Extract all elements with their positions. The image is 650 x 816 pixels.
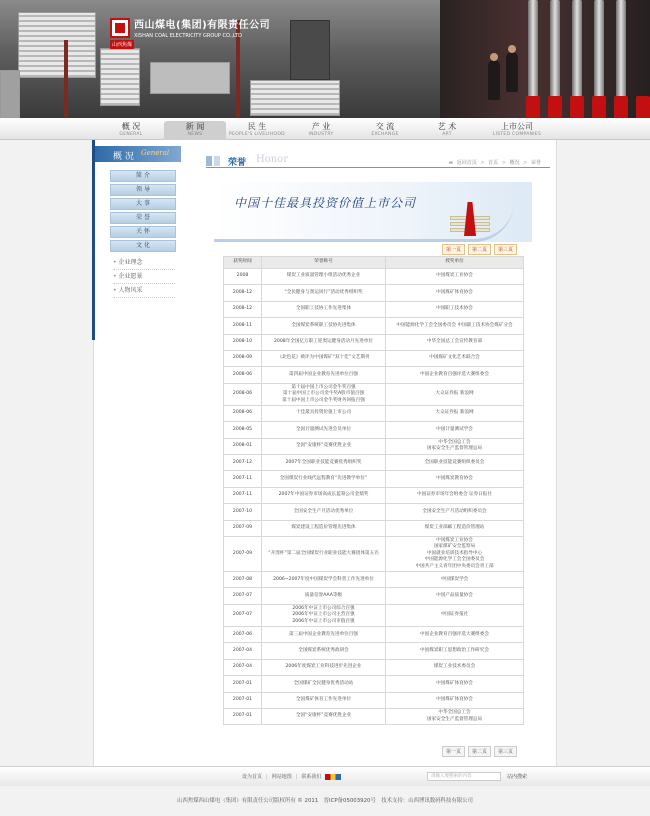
footer-links	[242, 773, 341, 780]
cell-issuer: 中国煤矿体育协会	[386, 285, 524, 301]
cell-issuer: 中国计量测试学会	[386, 422, 524, 438]
table-row	[224, 708, 524, 724]
column-header-date: 获奖时间	[224, 257, 262, 269]
cell-title: 2007年中国证券市场高成长蓝筹公司金鼎奖	[262, 487, 386, 503]
hero-calligraphy: 中国十佳最具投资价值上市公司	[234, 196, 417, 210]
table-row	[224, 367, 524, 383]
cell-date: 2008-11	[224, 318, 262, 334]
pager-page-2[interactable]: 第二页	[468, 746, 491, 757]
table-row	[224, 269, 524, 285]
sidebar-item-intro[interactable]: 简 介	[110, 170, 176, 182]
cell-title: 第四届中国企业教育先进单位百强	[262, 367, 386, 383]
banner-mining-machinery	[440, 0, 650, 118]
cell-title: 全国煤炭系统职工技协先进集体	[262, 318, 386, 334]
nav-item-industry[interactable]	[290, 121, 352, 137]
nav-sublabel: ART	[442, 132, 452, 137]
sidebar-header	[95, 146, 181, 162]
cell-issuer: 中国证券市场年会组委会 证券日报社	[386, 487, 524, 503]
banner-building	[18, 12, 96, 78]
table-row	[224, 659, 524, 675]
cell-date: 2008-06	[224, 367, 262, 383]
banner-building	[0, 70, 20, 118]
table-row	[224, 588, 524, 604]
cell-date: 2008-06	[224, 405, 262, 421]
cell-issuer: 中国产品质量协会	[386, 588, 524, 604]
cell-issuer: 中国煤矿体育协会	[386, 692, 524, 708]
cell-title: 质量信誉AAA等级	[262, 588, 386, 604]
cell-issuer: 中国煤炭工业协会 国家煤矿安全监察局 中国就业培训技术指导中心 中国能源化学工会全国委员会 中国共产主义青年团中央委员会青工部	[386, 537, 524, 572]
sidebar-title-en: General	[141, 149, 170, 157]
footer-search-button[interactable]: 站内搜索	[507, 774, 528, 780]
cell-issuer: 大众证券报 新浪网	[386, 405, 524, 421]
nav-sublabel: EXCHANGE	[371, 132, 399, 137]
breadcrumb-back-home[interactable]: 返回首页	[456, 160, 477, 166]
cell-title: 全国煤炭系统优秀政研会	[262, 643, 386, 659]
footer-separator: |	[295, 773, 298, 780]
cell-date: 2007-01	[224, 708, 262, 724]
sidebar-subitem-philosophy[interactable]: • 企业理念	[113, 256, 175, 270]
banner-miner	[506, 52, 518, 92]
cell-issuer: 中国企业教育百强评选大赛组委会	[386, 367, 524, 383]
nav-item-livelihood[interactable]	[226, 121, 288, 137]
footer-separator: |	[266, 773, 268, 780]
banner-building	[150, 62, 230, 94]
sidebar-item-leaders[interactable]: 领 导	[110, 184, 176, 196]
sidebar-submenu	[113, 256, 181, 298]
sidebar-item-culture[interactable]: 文 化	[110, 240, 176, 252]
pager-page-1[interactable]: 第一页	[442, 746, 465, 757]
cell-issuer: 大众证券报 新浪网	[386, 383, 524, 405]
cell-title: 第三届中国企业教育先进单位百强	[262, 627, 386, 643]
sidebar-subitem-people[interactable]: • 人物风采	[113, 284, 175, 298]
cell-issuer: 中华全国总工会 国家安全生产监督管理总局	[386, 438, 524, 454]
cell-issuer: 煤炭工业技术委员会	[386, 659, 524, 675]
footer-link-sitemap[interactable]: 网站地图	[271, 774, 292, 780]
table-row	[224, 318, 524, 334]
cell-date: 2007-12	[224, 455, 262, 471]
logo-name-cn: 西山煤电(集团)有限责任公司	[134, 20, 271, 31]
sidebar-menu	[110, 170, 176, 252]
cell-date: 2008-12	[224, 285, 262, 301]
cell-date: 2007-08	[224, 572, 262, 588]
cell-date: 2007-09	[224, 537, 262, 572]
sidebar-item-events[interactable]: 大 事	[110, 198, 176, 210]
footer-link-contact[interactable]: 联系我们	[301, 774, 322, 780]
cell-title: 2007年全国职业技能竞赛优秀组织奖	[262, 455, 386, 471]
cell-issuer: 中国职工技术协会	[386, 301, 524, 317]
cell-title: 全国安全生产月活动优秀单位	[262, 504, 386, 520]
cell-title: 全国煤炭行业线代远程教育“先进教学单位”	[262, 471, 386, 487]
nav-sublabel: NEWS	[187, 132, 203, 137]
pager-bottom	[442, 746, 517, 757]
column-header-title: 荣誉称号	[262, 257, 386, 269]
honor-table	[223, 256, 524, 725]
cell-issuer: 中国煤矿文化艺术联合会	[386, 350, 524, 366]
table-row	[224, 676, 524, 692]
cell-date: 2007-11	[224, 487, 262, 503]
nav-item-listed-companies[interactable]	[484, 121, 550, 137]
cell-date: 2007-04	[224, 659, 262, 675]
cell-issuer: 中国能源化学工会全国委员会 中国职工技术协会煤矿分会	[386, 318, 524, 334]
cell-issuer: 中国煤炭工业协会	[386, 269, 524, 285]
pager-page-3[interactable]: 第三页	[494, 244, 517, 255]
cell-date: 2007-07	[224, 604, 262, 626]
honor-table-body	[224, 269, 524, 725]
cell-date: 2008-06	[224, 383, 262, 405]
cell-date: 2008-09	[224, 350, 262, 366]
cell-title: “开滦杯”第二届全国煤炭行业职业技能大赛团体第五名	[262, 537, 386, 572]
cell-date: 2008-05	[224, 422, 262, 438]
pager-page-1[interactable]: 第一页	[442, 244, 465, 255]
cell-title: “全民健身与奥运同行”活动优秀组织奖	[262, 285, 386, 301]
hero-podium-icon	[450, 196, 490, 236]
cell-title: 全国计量测试先进会员单位	[262, 422, 386, 438]
breadcrumb-home-icon: ▬	[448, 160, 454, 166]
table-row	[224, 455, 524, 471]
cell-date: 2008	[224, 269, 262, 285]
sidebar-title: 概 况	[113, 152, 134, 162]
footer-bar	[0, 766, 650, 786]
sidebar-subitem-vision[interactable]: • 企业愿景	[113, 270, 175, 284]
cell-date: 2007-01	[224, 692, 262, 708]
company-logo[interactable]	[110, 16, 271, 48]
cell-title: 2006年度煤炭工业科技进步先进企业	[262, 659, 386, 675]
cell-issuer: 中国煤炭教育协会	[386, 471, 524, 487]
logo-tag: 山西焦煤	[112, 42, 133, 48]
table-row	[224, 643, 524, 659]
table-row	[224, 537, 524, 572]
cell-issuer: 全国职业技能竞赛组织委员会	[386, 455, 524, 471]
banner-chimney	[64, 40, 68, 118]
breadcrumb	[447, 159, 542, 166]
table-row	[224, 572, 524, 588]
cell-title: 全国“安康杯”竞赛优胜企业	[262, 438, 386, 454]
nav-label: 交 流	[375, 122, 395, 131]
nav-sublabel: LISTED COMPANIES	[492, 132, 542, 137]
sidebar-item-care[interactable]: 关 怀	[110, 226, 176, 238]
table-row	[224, 604, 524, 626]
table-row	[224, 285, 524, 301]
cell-title: 全国煤矿全民健身优秀活动站	[262, 676, 386, 692]
sidebar	[95, 146, 181, 298]
cell-date: 2007-09	[224, 520, 262, 536]
nav-item-news[interactable]	[164, 121, 226, 140]
cell-date: 2008-10	[224, 334, 262, 350]
pager-page-2[interactable]: 第二页	[468, 244, 491, 255]
cell-issuer: 全国安全生产月活动组织委员会	[386, 504, 524, 520]
cell-issuer: 中国煤炭职工思想政治工作研究会	[386, 643, 524, 659]
cell-date: 2007-07	[224, 588, 262, 604]
breadcrumb-separator-icon: >	[501, 160, 506, 166]
copyright-text: 山西焦煤西山煤电（集团）有限责任公司版权所有 © 2011 晋ICP备05003920号 技术支持：山西博讯数码科技有限公司	[177, 798, 473, 804]
main-nav	[0, 118, 650, 140]
cell-title: 《北色花》被评为中国煤矿“双十佳”文艺期刊	[262, 350, 386, 366]
cell-issuer: 中国煤矿体育协会	[386, 676, 524, 692]
nav-label: 概 况	[121, 122, 141, 131]
cell-title: 第十届中国上市公司金牛奖百强 第十届中国上市公司金牛奖A股市值百强 第十届中国上市公司金牛奖财务回报百强	[262, 383, 386, 405]
breadcrumb-separator-icon: >	[523, 160, 528, 166]
cell-date: 2007-11	[224, 471, 262, 487]
cell-date: 2007-01	[224, 676, 262, 692]
cell-date: 2008-12	[224, 301, 262, 317]
table-row	[224, 627, 524, 643]
cell-date: 2007-06	[224, 627, 262, 643]
cell-date: 2007-10	[224, 504, 262, 520]
banner-building	[290, 20, 330, 80]
cell-issuer: 中国煤炭学会	[386, 572, 524, 588]
page-title-en: Honor	[256, 154, 288, 165]
pager-top	[442, 244, 517, 255]
column-header-issuer: 授奖单位	[386, 257, 524, 269]
nav-label: 艺 术	[437, 122, 457, 131]
section-icon	[206, 156, 220, 166]
table-row	[224, 334, 524, 350]
cell-title: 2008年全国亿万职工迎奥运健身活动月先进单位	[262, 334, 386, 350]
table-row	[224, 438, 524, 454]
breadcrumb-separator-icon: >	[480, 160, 485, 166]
cell-title: 全国“安康杯”竞赛优胜企业	[262, 708, 386, 724]
cell-issuer: 中华全国总工会 国家安全生产监督管理总局	[386, 708, 524, 724]
table-row	[224, 405, 524, 421]
table-row	[224, 350, 524, 366]
nav-sublabel: GENERAL	[119, 132, 143, 137]
banner-building	[100, 48, 140, 106]
cell-title: 全国职工技协工作先进集体	[262, 301, 386, 317]
table-row	[224, 487, 524, 503]
nav-label: 新 闻	[185, 122, 205, 131]
content-header	[206, 152, 550, 168]
nav-item-general[interactable]	[100, 121, 162, 137]
cell-date: 2008-01	[224, 438, 262, 454]
breadcrumb-current: 荣誉	[530, 160, 541, 166]
cell-title: 煤炭工业质量管理小组活动优秀企业	[262, 269, 386, 285]
language-flag-icon[interactable]	[325, 774, 341, 780]
footer-search-input[interactable]: 请输入要搜索的内容	[427, 772, 501, 781]
cell-issuer: 中国企业教育百强评选大赛组委会	[386, 627, 524, 643]
cell-title: 全国煤矿体育工作先进单位	[262, 692, 386, 708]
banner-building	[250, 80, 340, 116]
nav-sublabel: INDUSTRY	[308, 132, 334, 137]
cell-date: 2007-04	[224, 643, 262, 659]
banner-miner	[488, 60, 500, 100]
cell-issuer: 中国证券报社	[386, 604, 524, 626]
cell-title: 十佳最具投资价值上市公司	[262, 405, 386, 421]
table-row	[224, 383, 524, 405]
header-banner	[0, 0, 650, 118]
cell-issuer: 中华全国总工会宣传教育部	[386, 334, 524, 350]
breadcrumb-general[interactable]: 概况	[509, 160, 520, 166]
nav-sublabel: PEOPLE'S LIVELIHOOD	[229, 132, 285, 137]
table-row	[224, 520, 524, 536]
honor-hero-banner	[214, 182, 532, 242]
table-row	[224, 692, 524, 708]
nav-label: 上市公司	[501, 122, 533, 131]
table-row	[224, 504, 524, 520]
table-row	[224, 422, 524, 438]
nav-item-exchange[interactable]	[354, 121, 416, 137]
cell-title: 煤炭建设工程造价管理先进集体	[262, 520, 386, 536]
nav-label: 产 业	[311, 122, 331, 131]
breadcrumb-home[interactable]: 首页	[488, 160, 499, 166]
footer-link-set-homepage[interactable]: 设为首页	[242, 774, 263, 780]
table-header-row	[224, 257, 524, 269]
logo-name-en: XISHAN COAL ELECTRICITY GROUP CO.,LTD	[134, 33, 242, 39]
logo-emblem-icon	[110, 18, 130, 38]
table-row	[224, 471, 524, 487]
nav-label: 民 生	[247, 122, 267, 131]
cell-issuer: 煤炭工业部邮工程造价管理站	[386, 520, 524, 536]
cell-title: 2006~2007年度中国煤炭学会科普工作先进单位	[262, 572, 386, 588]
nav-item-art[interactable]	[416, 121, 478, 137]
pager-page-3[interactable]: 第三页	[494, 746, 517, 757]
table-row	[224, 301, 524, 317]
sidebar-item-honors[interactable]: 荣 誉	[110, 212, 176, 224]
page-title: 荣誉	[228, 158, 247, 168]
cell-title: 2006年中证上市公司综合百强 2006年中证上市公司主营百强 2006年中证上市公司市值百强	[262, 604, 386, 626]
